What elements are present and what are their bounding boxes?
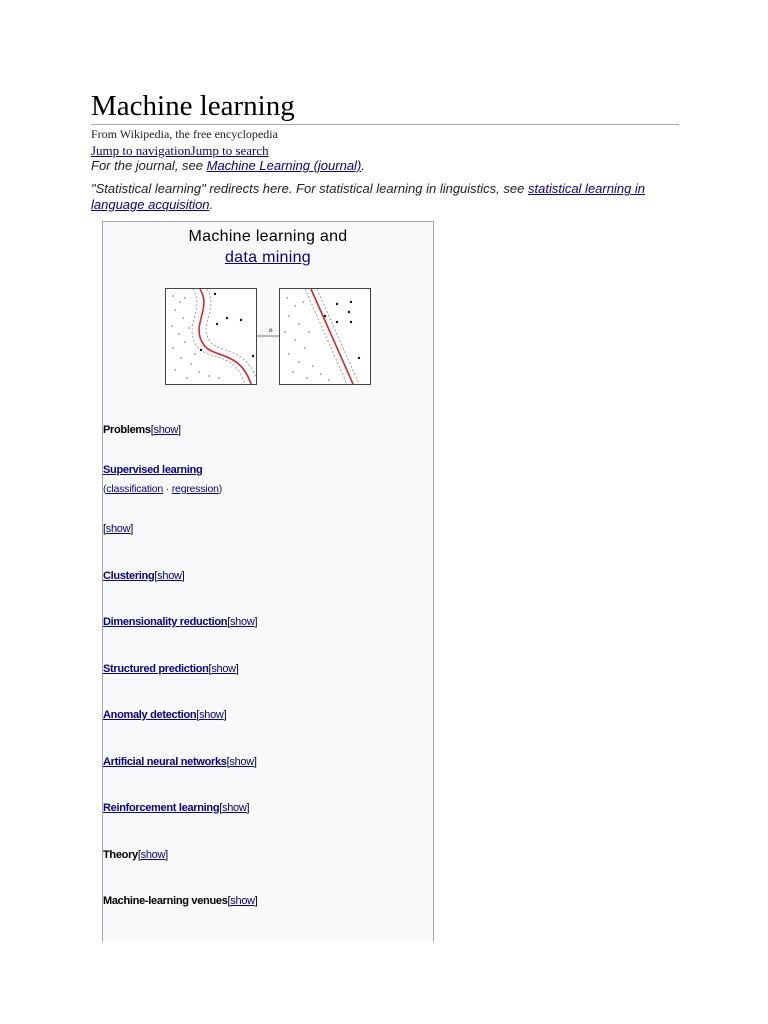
phi-label: ø	[269, 326, 273, 334]
infobox-row-clustering	[103, 570, 184, 582]
infobox-title	[103, 226, 433, 268]
infobox-row-venues	[103, 895, 258, 907]
show-toggle-supervised[interactable]: [show]	[103, 523, 134, 535]
clustering-link[interactable]: Clustering	[103, 570, 155, 582]
classification-link[interactable]: classification	[106, 483, 164, 495]
dimensionality-reduction-link[interactable]: Dimensionality reduction	[103, 616, 228, 628]
hatnote-punct: .	[361, 158, 365, 173]
hatnote-punct: .	[209, 197, 214, 212]
infobox	[102, 221, 434, 942]
show-toggle-clustering[interactable]: [show]	[154, 570, 185, 582]
infobox-row-structured	[103, 663, 239, 675]
row-label-theory: Theory	[103, 849, 138, 861]
show-toggle-reinforcement[interactable]: [show]	[219, 802, 250, 814]
infobox-row-dim-reduction	[103, 616, 257, 628]
hatnote-journal	[91, 158, 681, 174]
infobox-row-supervised	[103, 464, 202, 476]
jump-links	[91, 143, 269, 159]
journal-link[interactable]: Machine Learning (journal)	[206, 158, 362, 173]
left-panel	[166, 289, 257, 385]
structured-prediction-link[interactable]: Structured prediction	[103, 663, 209, 675]
svm-illustration	[165, 288, 373, 388]
infobox-row-supervised-toggle	[103, 523, 133, 535]
jump-to-navigation-link[interactable]: Jump to navigation	[91, 143, 191, 158]
show-toggle-problems[interactable]: [show]	[150, 424, 181, 436]
infobox-title-text: Machine learning and	[188, 228, 348, 245]
hatnote-statistical-learning	[91, 181, 681, 213]
page-title: Machine learning	[91, 88, 679, 125]
show-toggle-anomaly[interactable]: [show]	[196, 709, 227, 721]
supervised-learning-link[interactable]: Supervised learning	[103, 464, 203, 476]
data-mining-link[interactable]: data mining	[224, 249, 312, 266]
hatnote-text: "Statistical learning" redirects here. For statistical learning in linguistics, see	[91, 181, 528, 196]
anomaly-detection-link[interactable]: Anomaly detection	[103, 709, 197, 721]
infobox-row-anomaly	[103, 709, 226, 721]
neural-networks-link[interactable]: Artificial neural networks	[103, 756, 227, 768]
supervised-sublinks: (classification · regression)	[103, 483, 223, 495]
show-toggle-structured[interactable]: [show]	[208, 663, 239, 675]
infobox-row-ann	[103, 756, 257, 768]
show-toggle-dim-reduction[interactable]: [show]	[227, 616, 258, 628]
show-toggle-theory[interactable]: [show]	[137, 849, 168, 861]
regression-link[interactable]: regression	[171, 483, 219, 495]
infobox-row-reinforcement	[103, 802, 249, 814]
statistical-learning-link[interactable]: statistical learning in language acquisition	[91, 181, 646, 212]
row-label-venues: Machine-learning venues	[103, 895, 228, 907]
show-toggle-venues[interactable]: [show]	[227, 895, 258, 907]
jump-to-search-link[interactable]: Jump to search	[190, 143, 269, 158]
right-panel	[280, 289, 371, 385]
infobox-row-theory	[103, 849, 168, 861]
show-toggle-ann[interactable]: [show]	[226, 756, 257, 768]
hatnote-text: For the journal, see	[91, 158, 207, 173]
reinforcement-learning-link[interactable]: Reinforcement learning	[103, 802, 220, 814]
infobox-row-problems	[103, 424, 181, 436]
row-label-problems: Problems	[103, 424, 151, 436]
site-tagline: From Wikipedia, the free encyclopedia	[91, 127, 278, 141]
